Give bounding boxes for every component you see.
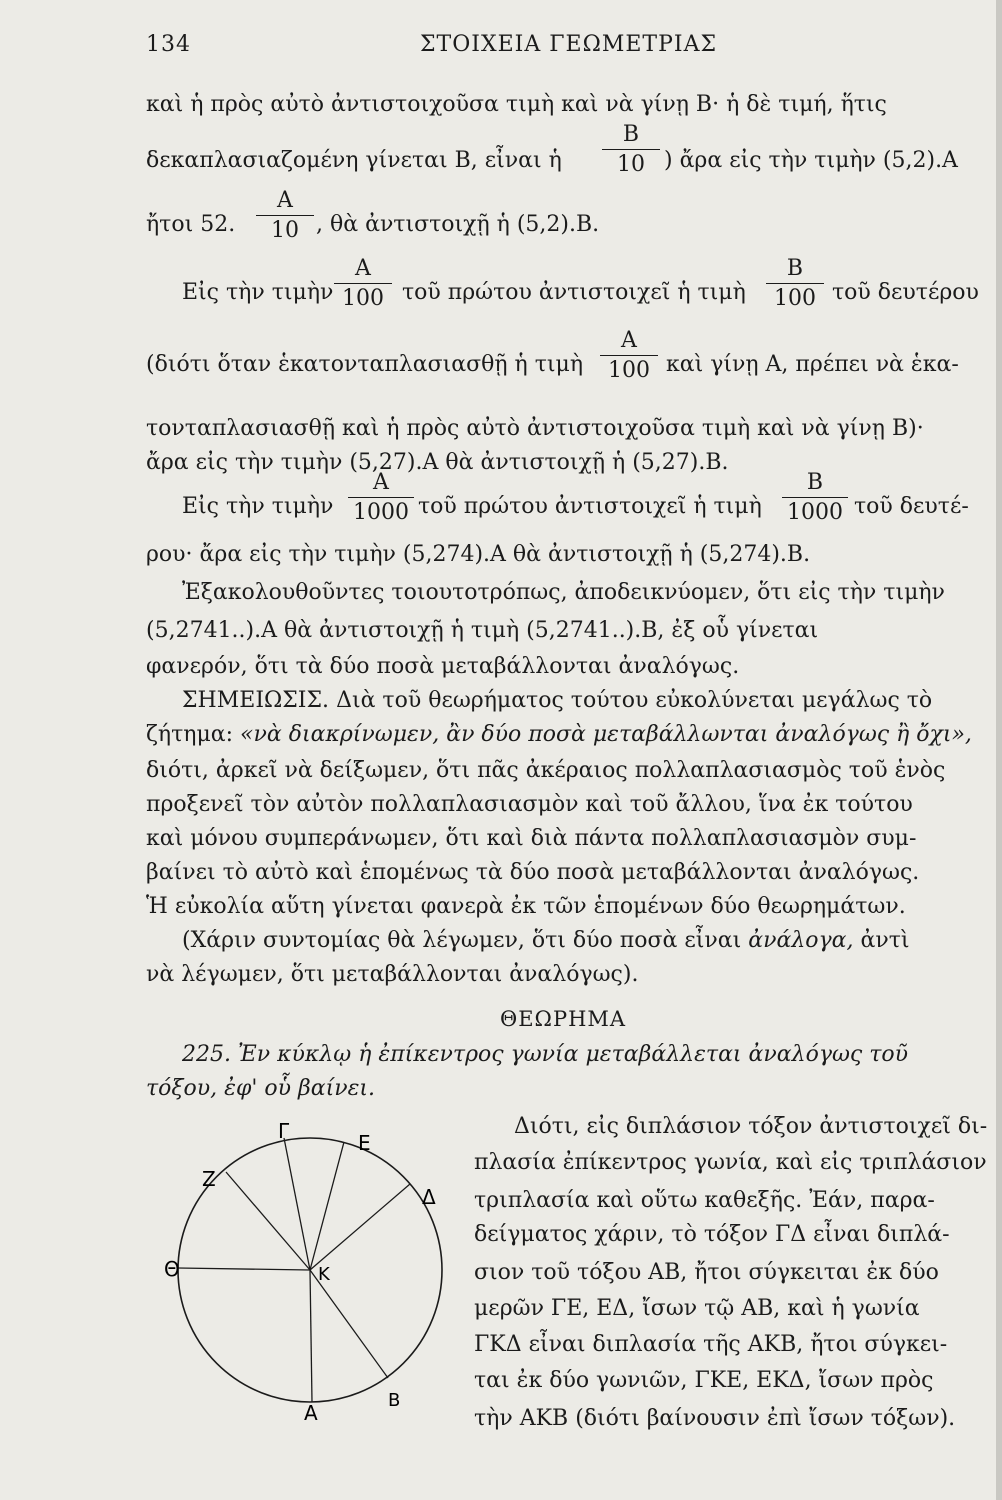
text-line: καὶ γίνῃ A, πρέπει νὰ ἑκα-: [666, 352, 959, 377]
theorem-number: 225.: [182, 1042, 231, 1067]
proof-line: πλασία ἐπίκεντρος γωνία, καὶ εἰς τριπλάσιον: [474, 1150, 987, 1175]
fraction-denominator: 10: [617, 152, 645, 177]
radius-ka: [310, 1270, 312, 1402]
note-label: ΣΗΜΕΙΩΣΙΣ.: [182, 688, 330, 713]
text-line: ρου· ἄρα εἰς τὴν τιμὴν (5,274).A θὰ ἀντιστοιχῇ ἡ (5,274).B.: [146, 542, 811, 567]
fraction-bar: [256, 215, 314, 216]
fraction-bar: [600, 355, 658, 356]
fraction-numerator: B: [622, 122, 640, 147]
radius-kth: [178, 1268, 310, 1270]
text-line: , θὰ ἀντιστοιχῇ ἡ (5,2).B.: [316, 212, 600, 237]
label-beta: B: [388, 1390, 401, 1411]
radius-kd: [310, 1184, 410, 1270]
radius-kg: [284, 1138, 310, 1270]
fraction-denominator: 100: [608, 358, 650, 383]
fraction-b-over-1000: [782, 470, 848, 526]
proof-line: σιον τοῦ τόξου AB, ἤτοι σύγκειται ἐκ δύο: [474, 1260, 939, 1285]
text-line: φανερόν, ὅτι τὰ δύο ποσὰ μεταβάλλονται ἀναλόγως.: [146, 654, 740, 679]
fraction-numerator: A: [277, 188, 293, 213]
page-number: 134: [146, 32, 191, 57]
text-line: [146, 720, 972, 750]
text-line: ἤτοι 52.: [146, 212, 236, 237]
text-line: προξενεῖ τὸν αὐτὸν πολλαπλασιασμὸν καὶ τοῦ ἄλλου, ἵνα ἐκ τούτου: [146, 792, 913, 817]
proof-line: ΓΚΔ εἶναι διπλασία τῆς AKB, ἤτοι σύγκει-: [474, 1332, 948, 1357]
text-line: νὰ λέγωμεν, ὅτι μεταβάλλονται ἀναλόγως).: [146, 962, 639, 987]
proof-line: ται ἐκ δύο γωνιῶν, ΓΚΕ, ΕΚΔ, ἴσων πρὸς: [474, 1368, 934, 1393]
fraction-bar: [766, 283, 824, 284]
text-line: τοῦ πρώτου ἀντιστοιχεῖ ἡ τιμὴ: [402, 280, 746, 305]
fraction-numerator: B: [806, 470, 824, 495]
proof-line: μερῶν ΓΕ, ΕΔ, ἴσων τῷ AB, καὶ ἡ γωνία: [474, 1296, 920, 1321]
label-zeta: Z: [202, 1167, 216, 1191]
fraction-bar: [348, 497, 414, 498]
radius-ke: [310, 1142, 344, 1270]
text-line: τονταπλασιασθῇ καὶ ἡ πρὸς αὐτὸ ἀντιστοιχοῦσα τιμὴ καὶ νὰ γίνῃ B)·: [146, 416, 924, 441]
radius-kb: [310, 1270, 388, 1378]
theorem-statement-cont: τόξου, ἐφ' οὗ βαίνει.: [146, 1076, 376, 1101]
running-title: ΣΤΟΙΧΕΙΑ ΓΕΩΜΕΤΡΙΑΣ: [420, 32, 718, 57]
text-span: ἀντὶ: [860, 928, 910, 953]
radius-kz: [226, 1172, 310, 1270]
proof-line: τὴν AKB (διότι βαίνουσιν ἐπὶ ἴσων τόξων).: [474, 1406, 956, 1431]
circle-figure: [150, 1120, 450, 1420]
fraction-a-over-1000: [348, 470, 414, 526]
text-line: Ἡ εὐκολία αὕτη γίνεται φανερὰ ἐκ τῶν ἑπομένων δύο θεωρημάτων.: [146, 894, 906, 919]
label-gamma: Γ: [278, 1120, 290, 1143]
text-line: Εἰς τὴν τιμὴν: [182, 280, 334, 305]
fraction-bar: [334, 283, 392, 284]
fraction-denominator: 1000: [353, 500, 409, 525]
text-line: Ἐξακολουθοῦντες τοιουτοτρόπως, ἀποδεικνύομεν, ὅτι εἰς τὴν τιμὴν: [182, 580, 945, 605]
text-line: τοῦ δευτέ-: [854, 494, 969, 519]
theorem-heading: ΘΕΩΡΗΜΑ: [500, 1007, 627, 1031]
fraction-numerator: A: [373, 470, 389, 495]
text-line: ἄρα εἰς τὴν τιμὴν (5,27).A θὰ ἀντιστοιχῇ ἡ (5,27).B.: [146, 450, 729, 475]
text-line: καὶ ἡ πρὸς αὐτὸ ἀντιστοιχοῦσα τιμὴ καὶ νὰ γίνῃ B· ἡ δὲ τιμή, ἥτις: [146, 92, 887, 117]
theorem-text: Ἐν κύκλῳ ἡ ἐπίκεντρος γωνία μεταβάλλεται ἀναλόγως τοῦ: [237, 1042, 909, 1067]
text-line: (διότι ὅταν ἑκατονταπλασιασθῇ ἡ τιμὴ: [146, 352, 584, 377]
note-text: Διὰ τοῦ θεωρήματος τούτου εὐκολύνεται μεγάλως τὸ: [336, 688, 933, 713]
label-delta: Δ: [422, 1185, 436, 1209]
text-line: βαίνει τὸ αὐτὸ καὶ ἑπομένως τὰ δύο ποσὰ μεταβάλλονται ἀναλόγως.: [146, 860, 920, 885]
fraction-b-over-10: [602, 122, 660, 178]
italic-quote: «νὰ διακρίνωμεν, ἂν δύο ποσὰ μεταβάλλωνται ἀναλόγως ἢ ὄχι»,: [240, 722, 972, 747]
fraction-a-over-100-second: [600, 328, 658, 384]
fraction-numerator: A: [621, 328, 637, 353]
text-line: τοῦ πρώτου ἀντιστοιχεῖ ἡ τιμὴ: [418, 494, 762, 519]
proof-line: δείγματος χάριν, τὸ τόξον ΓΔ εἶναι διπλά-: [474, 1222, 950, 1247]
fraction-a-over-100: [334, 256, 392, 312]
fraction-numerator: A: [355, 256, 371, 281]
text-line: τοῦ δευτέρου: [832, 280, 979, 305]
fraction-numerator: B: [786, 256, 804, 281]
fraction-b-over-100: [766, 256, 824, 312]
theorem-statement: [182, 1040, 908, 1070]
text-line: (5,2741..).A θὰ ἀντιστοιχῇ ἡ τιμὴ (5,2741..).B, ἐξ οὗ γίνεται: [146, 618, 819, 643]
fraction-denominator: 100: [774, 286, 816, 311]
label-epsilon: E: [358, 1131, 371, 1155]
text-line: ) ἄρα εἰς τὴν τιμὴν (5,2).A: [664, 148, 958, 173]
text-line: Εἰς τὴν τιμὴν: [182, 494, 334, 519]
note-line: [182, 686, 932, 716]
proof-line: Διότι, εἰς διπλάσιον τόξον ἀντιστοιχεῖ δι-: [514, 1114, 988, 1139]
fraction-bar: [602, 149, 660, 150]
fraction-bar: [782, 497, 848, 498]
fraction-denominator: 10: [271, 218, 299, 243]
proof-line: τριπλασία καὶ οὕτω καθεξῆς. Ἐάν, παρα-: [474, 1188, 935, 1213]
italic-term: ἀνάλογα,: [748, 928, 854, 953]
text-span: (Χάριν συντομίας θὰ λέγωμεν, ὅτι δύο ποσὰ εἶναι: [182, 928, 742, 953]
label-theta: Θ: [164, 1257, 180, 1281]
fraction-a-over-10: [256, 188, 314, 244]
text-line: [182, 926, 910, 956]
page-edge: [996, 0, 1002, 1500]
label-kappa: K: [318, 1264, 330, 1285]
fraction-denominator: 1000: [787, 500, 843, 525]
fraction-denominator: 100: [342, 286, 384, 311]
text-span: ζήτημα:: [146, 722, 234, 747]
text-line: διότι, ἀρκεῖ νὰ δείξωμεν, ὅτι πᾶς ἀκέραιος πολλαπλασιασμὸς τοῦ ἑνὸς: [146, 758, 946, 783]
text-line: καὶ μόνου συμπεράνωμεν, ὅτι καὶ διὰ πάντα πολλαπλασιασμὸν συμ-: [146, 826, 917, 851]
text-line: δεκαπλασιαζομένη γίνεται B, εἶναι ἡ: [146, 148, 562, 173]
label-alpha: A: [304, 1401, 318, 1420]
